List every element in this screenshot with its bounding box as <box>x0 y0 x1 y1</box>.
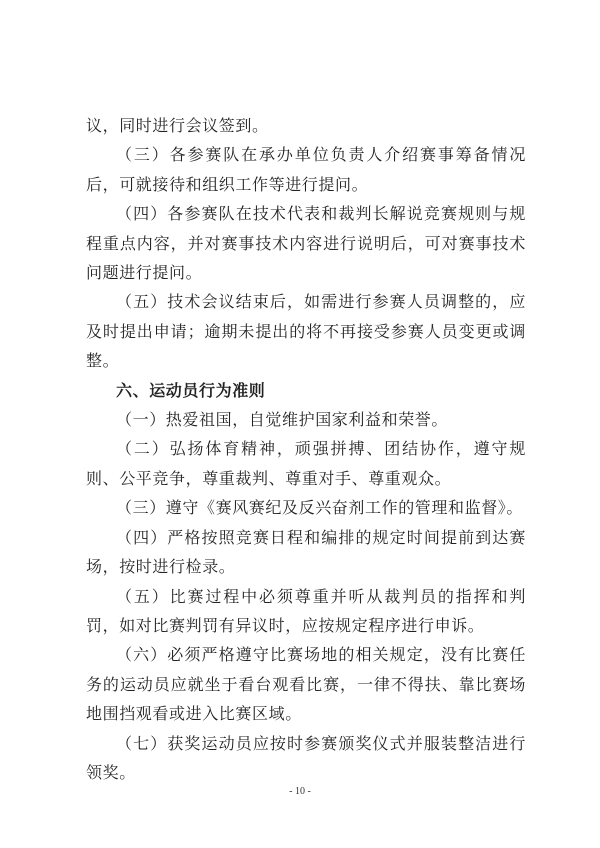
rule-item-7: （七）获奖运动员应按时参赛颁奖仪式并服装整洁进行领奖。 <box>86 733 526 782</box>
rule-item-3: （三）遵守《赛风赛纪及反兴奋剂工作的管理和监督》。 <box>116 498 524 518</box>
rule-item-6: （六）必须严格遵守比赛场地的相关规定，没有比赛任务的运动员应就坐于看台观看比赛，一律不得扶、靠比赛场地围挡观看或进入比赛区域。 <box>86 645 526 724</box>
paragraph-continuation: 议，同时进行会议签到。 <box>86 116 269 135</box>
rule-item-5: （五）比赛过程中必须尊重并听从裁判员的指挥和判罚，如对比赛判罚有异议时，应按规定程序进行申诉。 <box>86 586 526 635</box>
paragraph-item-4: （四）各参赛队在技术代表和裁判长解说竞赛规则与规程重点内容，并对赛事技术内容进行说明后，可对赛事技术问题进行提问。 <box>86 204 526 283</box>
paragraph-item-5: （五）技术会议结束后，如需进行参赛人员调整的，应及时提出申请；逾期未提出的将不再接受参赛人员变更或调整。 <box>86 292 526 371</box>
section-heading-athlete-conduct: 六、运动员行为准则 <box>116 380 266 400</box>
rule-item-2: （二）弘扬体育精神，顽强拼搏、团结协作，遵守规则、公平竞争，尊重裁判、尊重对手、尊重观众。 <box>86 439 526 488</box>
rule-item-1: （一）热爱祖国，自觉维护国家利益和荣誉。 <box>116 410 449 430</box>
rule-item-4: （四）严格按照竞赛日程和编排的规定时间提前到达赛场，按时进行检录。 <box>86 527 526 577</box>
page-number: - 10 - <box>289 786 311 797</box>
document-body <box>86 111 526 787</box>
paragraph-item-3: （三）各参赛队在承办单位负责人介绍赛事筹备情况后，可就接待和组织工作等进行提问。 <box>86 145 526 194</box>
